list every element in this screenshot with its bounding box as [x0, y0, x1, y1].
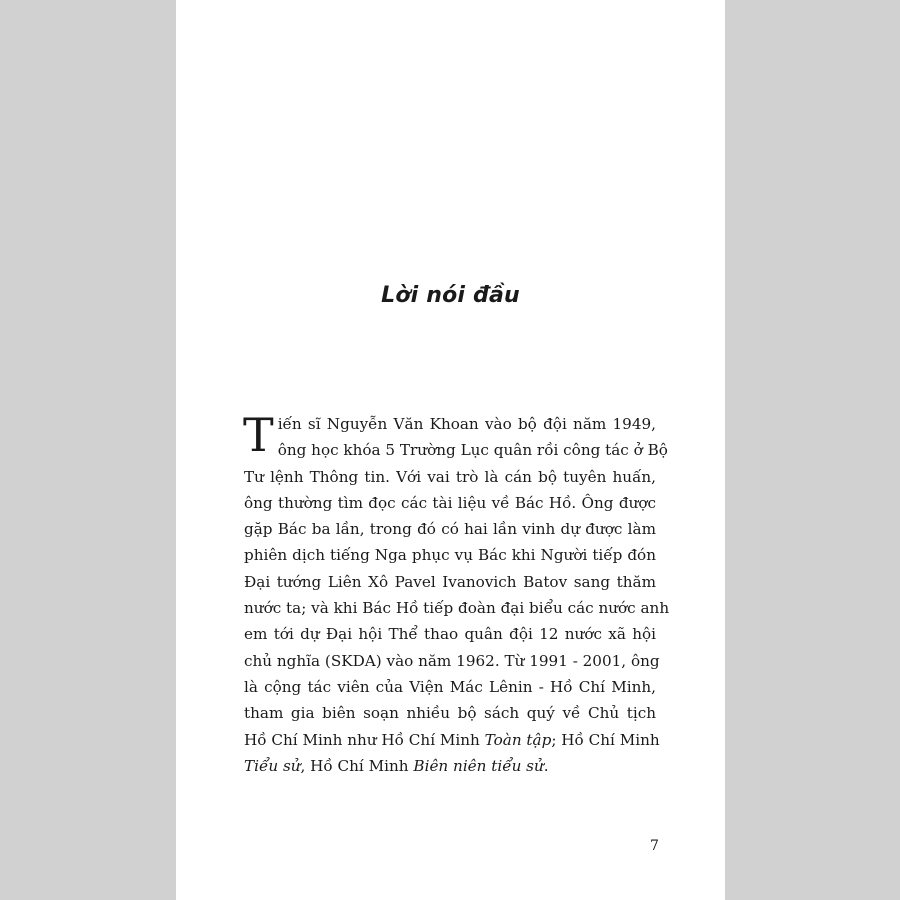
text-line: Đại tướng Liên Xô Pavel Ivanovich Batov sang thăm: [244, 572, 656, 591]
text-line: gặp Bác ba lần, trong đó có hai lần vinh dự được làm: [244, 520, 656, 539]
text-run: Hồ Chí Minh như Hồ Chí Minh: [244, 730, 485, 749]
text-line: [244, 727, 660, 753]
text-run: .: [543, 756, 549, 775]
text-line: Tư lệnh Thông tin. Với vai trò là cán bộ tuyên huấn,: [244, 467, 656, 486]
text-line: [244, 753, 656, 779]
text-line: tham gia biên soạn nhiều bộ sách quý về Chủ tịch: [244, 704, 656, 723]
text-line: em tới dự Đại hội Thể thao quân đội 12 nước xã hội: [244, 625, 656, 644]
text-run: ; Hồ Chí Minh: [551, 730, 660, 749]
page-number: 7: [650, 838, 659, 854]
body-text: [243, 408, 670, 779]
text-line: nước ta; và khi Bác Hồ tiếp đoàn đại biểu các nước anh: [244, 599, 670, 618]
drop-cap: T: [243, 408, 274, 462]
chapter-title: Lời nói đầu: [381, 283, 520, 308]
text-run: , Hồ Chí Minh: [300, 756, 414, 775]
italic-title-bien-nien-tieu-su: Biên niên tiểu sử: [413, 756, 544, 775]
text-line: iến sĩ Nguyễn Văn Khoan vào bộ đội năm 1949,: [277, 415, 656, 433]
italic-title-tieu-su: Tiểu sử: [244, 756, 301, 775]
text-line: ông thường tìm đọc các tài liệu về Bác Hồ. Ông được: [244, 493, 656, 512]
text-line: là cộng tác viên của Viện Mác Lênin - Hồ Chí Minh,: [244, 677, 656, 696]
text-line: chủ nghĩa (SKDA) vào năm 1962. Từ 1991 - 2001, ông: [244, 651, 660, 670]
italic-title-toan-tap: Toàn tập: [484, 730, 552, 749]
text-line: phiên dịch tiếng Nga phục vụ Bác khi Người tiếp đón: [244, 546, 656, 565]
book-page: [176, 0, 725, 900]
text-line: ông học khóa 5 Trường Lục quân rồi công tác ở Bộ: [277, 441, 668, 460]
